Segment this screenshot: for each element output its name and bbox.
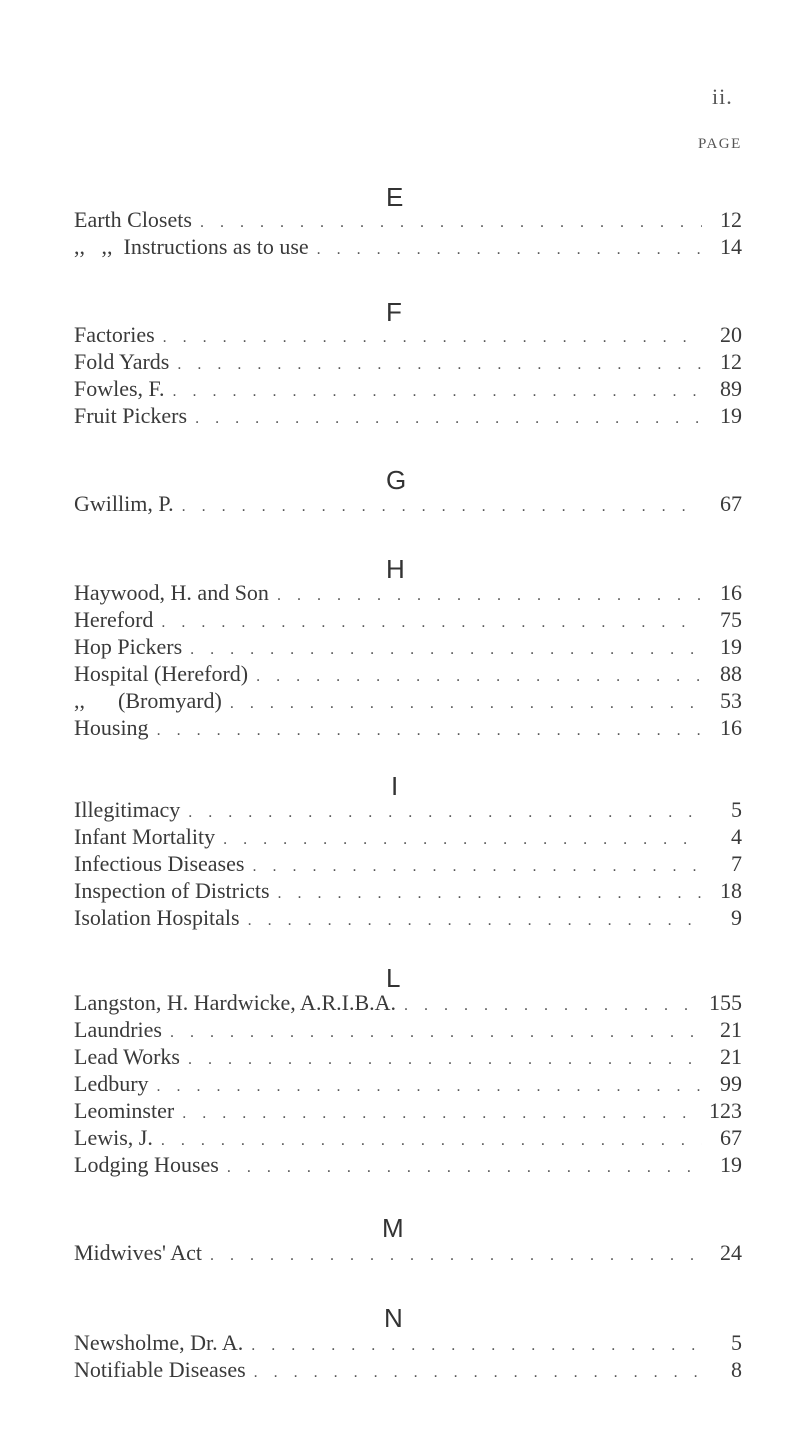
entry-page-number: 16 — [720, 715, 742, 740]
index-entry — [74, 661, 742, 687]
entry-page-number: 19 — [720, 1152, 742, 1177]
dot-leader — [190, 637, 702, 663]
entry-name: ,, (Bromyard) — [74, 688, 222, 713]
entry-name: Infectious Diseases — [74, 851, 245, 876]
dot-leader — [248, 908, 702, 934]
dot-leader — [256, 664, 702, 690]
index-entry — [74, 403, 742, 429]
index-entry — [74, 1017, 742, 1043]
section-letter-m: M — [382, 1213, 404, 1243]
page-number: ii. — [712, 84, 733, 109]
entry-name: Newsholme, Dr. A. — [74, 1330, 244, 1355]
entry-name: Lodging Houses — [74, 1152, 219, 1177]
entry-name: Hereford — [74, 607, 154, 632]
entry-name: Infant Mortality — [74, 824, 216, 849]
dot-leader — [188, 1047, 702, 1073]
entry-name: Factories — [74, 322, 155, 347]
entry-page-number: 53 — [720, 688, 742, 713]
dot-leader — [227, 1155, 702, 1181]
page-column-label: PAGE — [698, 136, 742, 152]
index-entry — [74, 207, 742, 233]
dot-leader — [251, 1333, 702, 1359]
dot-leader — [182, 1101, 702, 1127]
index-entry — [74, 234, 742, 260]
index-entry — [74, 797, 742, 823]
dot-leader — [223, 827, 702, 853]
entry-name: Earth Closets — [74, 207, 192, 232]
index-entry — [74, 1071, 742, 1097]
dot-leader — [188, 800, 702, 826]
dot-leader — [177, 352, 702, 378]
section-letter-n: N — [384, 1303, 403, 1333]
entry-name: Fowles, F. — [74, 376, 165, 401]
section-letter-l: L — [386, 963, 401, 993]
entry-name: Midwives' Act — [74, 1240, 203, 1265]
dot-leader — [254, 1360, 702, 1386]
index-entry — [74, 1044, 742, 1070]
index-entry — [74, 376, 742, 402]
section-letter-h: H — [386, 554, 405, 584]
entry-page-number: 123 — [709, 1098, 742, 1123]
index-entry — [74, 634, 742, 660]
entry-name: Fruit Pickers — [74, 403, 188, 428]
dot-leader — [173, 379, 702, 405]
entry-name: ,, ,, Instructions as to use — [74, 234, 309, 259]
index-entry — [74, 715, 742, 741]
entry-page-number: 5 — [731, 1330, 742, 1355]
entry-page-number: 18 — [720, 878, 742, 903]
entry-page-number: 67 — [720, 1125, 742, 1150]
index-entry — [74, 1330, 742, 1356]
entry-page-number: 9 — [731, 905, 742, 930]
entry-page-number: 20 — [720, 322, 742, 347]
entry-name: Lewis, J. — [74, 1125, 153, 1150]
entry-name: Hospital (Hereford) — [74, 661, 249, 686]
index-entry — [74, 349, 742, 375]
section-letter-i: I — [391, 771, 399, 801]
entry-page-number: 7 — [731, 851, 742, 876]
entry-page-number: 19 — [720, 403, 742, 428]
dot-leader — [170, 1020, 702, 1046]
section-letter-g: G — [386, 465, 407, 495]
dot-leader — [277, 583, 702, 609]
entry-name: Notifiable Diseases — [74, 1357, 246, 1382]
entry-page-number: 14 — [720, 234, 742, 259]
entry-name: Lead Works — [74, 1044, 180, 1069]
dot-leader — [404, 993, 702, 1019]
dot-leader — [157, 1074, 702, 1100]
entry-name: Hop Pickers — [74, 634, 183, 659]
dot-leader — [161, 610, 702, 636]
dot-leader — [210, 1243, 702, 1269]
entry-name: Leominster — [74, 1098, 175, 1123]
dot-leader — [317, 237, 702, 263]
index-entry — [74, 990, 742, 1016]
entry-page-number: 19 — [720, 634, 742, 659]
dot-leader — [230, 691, 702, 717]
dot-leader — [195, 406, 702, 432]
entry-page-number: 8 — [731, 1357, 742, 1382]
dot-leader — [157, 718, 702, 744]
entry-name: Laundries — [74, 1017, 162, 1042]
entry-page-number: 21 — [720, 1044, 742, 1069]
entry-page-number: 99 — [720, 1071, 742, 1096]
entry-page-number: 16 — [720, 580, 742, 605]
entry-page-number: 75 — [720, 607, 742, 632]
entry-page-number: 155 — [709, 990, 742, 1015]
index-entry — [74, 1098, 742, 1124]
entry-page-number: 88 — [720, 661, 742, 686]
entry-name: Inspection of Districts — [74, 878, 270, 903]
index-entry — [74, 878, 742, 904]
entry-page-number: 12 — [720, 207, 742, 232]
index-entry — [74, 1152, 742, 1178]
entry-page-number: 12 — [720, 349, 742, 374]
index-entry — [74, 1240, 742, 1266]
index-entry — [74, 1125, 742, 1151]
index-entry — [74, 580, 742, 606]
entry-page-number: 21 — [720, 1017, 742, 1042]
entry-name: Gwillim, P. — [74, 491, 174, 516]
entry-name: Langston, H. Hardwicke, A.R.I.B.A. — [74, 990, 397, 1015]
index-entry — [74, 491, 742, 517]
index-entry — [74, 1357, 742, 1383]
dot-leader — [252, 854, 702, 880]
entry-name: Isolation Hospitals — [74, 905, 240, 930]
section-letter-e: E — [386, 182, 404, 212]
dot-leader — [278, 881, 702, 907]
entry-name: Ledbury — [74, 1071, 149, 1096]
dot-leader — [200, 210, 702, 236]
entry-page-number: 5 — [731, 797, 742, 822]
index-entry — [74, 607, 742, 633]
index-entry — [74, 851, 742, 877]
dot-leader — [182, 494, 702, 520]
index-entry — [74, 824, 742, 850]
index-entry — [74, 688, 742, 714]
entry-name: Fold Yards — [74, 349, 170, 374]
entry-page-number: 24 — [720, 1240, 742, 1265]
section-letter-f: F — [386, 297, 402, 327]
dot-leader — [163, 325, 702, 351]
index-entry — [74, 905, 742, 931]
entry-name: Haywood, H. and Son — [74, 580, 269, 605]
entry-page-number: 89 — [720, 376, 742, 401]
dot-leader — [161, 1128, 702, 1154]
entry-page-number: 67 — [720, 491, 742, 516]
entry-name: Housing — [74, 715, 149, 740]
entry-name: Illegitimacy — [74, 797, 181, 822]
entry-page-number: 4 — [731, 824, 742, 849]
index-entry — [74, 322, 742, 348]
